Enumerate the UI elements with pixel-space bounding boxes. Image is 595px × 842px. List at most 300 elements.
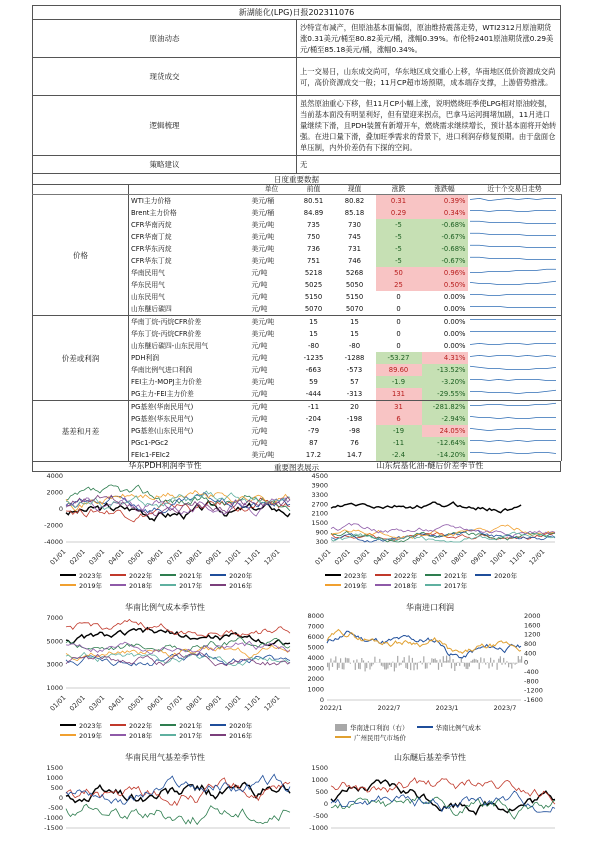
row-change-pct: -2.94% <box>422 413 468 425</box>
narrative-table <box>32 5 561 174</box>
row-prev: 59 <box>309 377 318 386</box>
x-tick-label: 12/01 <box>262 693 282 713</box>
chart-legend <box>60 570 290 590</box>
x-tick-label: 08/01 <box>184 693 204 713</box>
row-change-pct: -3.20% <box>422 376 468 388</box>
row-name: CFR华南丙烷 <box>131 220 172 229</box>
bar-mark <box>386 663 387 670</box>
bar-mark <box>345 658 346 663</box>
row-change: -5 <box>376 243 422 255</box>
y2-tick-label: -800 <box>524 677 539 686</box>
row-name: CFR华东丁烷 <box>131 256 172 265</box>
y-tick-label: 5000 <box>307 643 324 652</box>
x-tick-label: 02/01 <box>67 693 87 713</box>
y-tick-label: 8000 <box>307 612 324 620</box>
x-tick-label: 10/01 <box>223 693 243 713</box>
row-name: FEI主力-MOPJ主力价差 <box>131 377 202 386</box>
y-tick-label: 0 <box>319 696 324 704</box>
bar-mark <box>373 663 374 665</box>
bar-mark <box>405 663 406 668</box>
row-cur: -80 <box>348 341 361 350</box>
row-sparkline <box>468 328 562 340</box>
bar-mark <box>521 656 522 663</box>
row-unit: 美元/吨 <box>251 220 275 229</box>
y-tick-label: 7000 <box>307 622 324 631</box>
legend-label: 华南进口利润（右） <box>350 723 409 732</box>
sparkline-path <box>470 294 556 295</box>
table-row <box>33 401 562 414</box>
legend-label: 2020年 <box>229 721 253 730</box>
legend-label: 2016年 <box>229 581 253 590</box>
bar-mark <box>425 663 426 669</box>
chart-legend <box>60 720 290 740</box>
row-cur: 745 <box>348 232 361 241</box>
bar-mark <box>466 663 467 669</box>
row-change-pct: 0.50% <box>422 279 468 291</box>
x-tick-label: 09/01 <box>204 547 224 567</box>
bar-mark <box>426 663 427 669</box>
table-row <box>33 195 562 208</box>
x-tick-label: 12/01 <box>527 547 547 567</box>
row-change-pct: -0.67% <box>422 231 468 243</box>
legend-swatch <box>60 584 76 586</box>
legend-item <box>375 570 417 580</box>
sparkline <box>470 231 556 240</box>
y2-tick-label: 0 <box>524 658 529 667</box>
row-prev: 5150 <box>304 292 323 301</box>
y2-tick-label: 2000 <box>524 612 541 620</box>
daily-data-table <box>32 185 562 461</box>
y-tick-label: 4000 <box>46 472 63 480</box>
row-prev: -1235 <box>303 353 324 362</box>
row-name: 山东醚后碳四 <box>131 304 172 313</box>
legend-item <box>335 732 406 742</box>
legend-swatch <box>210 574 226 576</box>
bar-mark <box>371 663 372 667</box>
bar-mark <box>329 663 330 671</box>
row-change: 0.29 <box>376 207 422 219</box>
row-name: PG主力-FEI主力价差 <box>131 389 194 398</box>
row-unit: 元/吨 <box>251 426 268 435</box>
row-prev: 5070 <box>304 304 323 313</box>
row-prev: -11 <box>294 401 334 414</box>
legend-label: 2017年 <box>179 581 203 590</box>
report-title: 新湖能化(LPG)日报202311076 <box>33 6 561 20</box>
y-tick-label: 3900 <box>311 481 328 490</box>
row-cur: 80.82 <box>334 195 376 208</box>
legend-label: 2022年 <box>394 571 418 580</box>
row-name: PG基差(华南民用气) <box>129 401 250 414</box>
legend-item <box>60 730 102 740</box>
row-sparkline <box>468 388 562 401</box>
row-sparkline <box>468 255 562 267</box>
legend-swatch <box>110 574 126 576</box>
row-unit: 元/吨 <box>251 438 268 447</box>
sparkline-path <box>470 221 556 223</box>
sparkline <box>470 195 556 204</box>
legend-swatch <box>110 584 126 586</box>
sparkline-path <box>470 281 556 284</box>
bar-mark <box>394 663 395 672</box>
row-name: 华东民用气 <box>131 280 165 289</box>
x-tick-label: 09/01 <box>204 693 224 713</box>
x-tick-label: 06/01 <box>145 693 165 713</box>
legend-swatch <box>475 574 491 576</box>
x-tick-label: 09/01 <box>469 547 489 567</box>
bar-mark <box>518 656 519 663</box>
series-line <box>66 653 290 666</box>
row-sparkline <box>468 364 562 376</box>
legend-label: 2022年 <box>129 721 153 730</box>
bar-mark <box>444 661 445 663</box>
row-name: 华南丁烷-丙烷CFR价差 <box>129 316 250 329</box>
row-name: Brent主力价格 <box>131 208 177 217</box>
legend-swatch <box>210 584 226 586</box>
bar-mark <box>381 663 382 666</box>
series-line <box>66 628 290 646</box>
bar-mark <box>501 663 502 665</box>
bar-mark <box>510 663 511 664</box>
bar-mark <box>443 656 444 663</box>
table-header-row <box>33 185 562 195</box>
bar-mark <box>392 662 393 663</box>
legend-item <box>375 580 417 590</box>
legend-item <box>325 580 367 590</box>
row-unit: 美元/吨 <box>250 316 294 329</box>
row-change-pct: -13.52% <box>422 364 468 376</box>
x-tick-label: 08/01 <box>184 547 204 567</box>
bar-mark <box>358 663 359 669</box>
row-change: -19 <box>376 425 422 437</box>
legend-item <box>60 570 102 580</box>
sparkline <box>470 243 556 252</box>
bar-mark <box>480 657 481 662</box>
y-tick-label: 2700 <box>311 500 328 509</box>
row-change-pct: 4.31% <box>422 352 468 364</box>
row-change-pct: 0.00% <box>422 316 468 329</box>
chart-svg <box>30 752 300 842</box>
y-tick-label: 3000 <box>307 664 324 673</box>
row-change: 89.60 <box>376 364 422 376</box>
x-tick-label: 10/01 <box>223 547 243 567</box>
bar-mark <box>459 663 460 666</box>
bar-mark <box>474 659 475 663</box>
legend-label: 2018年 <box>129 581 153 590</box>
row-prev: 5025 <box>304 280 323 289</box>
chart-legend <box>325 570 555 590</box>
row-sparkline <box>468 437 562 449</box>
y2-tick-label: -1200 <box>524 686 543 695</box>
bar-mark <box>366 663 367 668</box>
row-name: PDH利润 <box>131 353 160 362</box>
legend-label: 2018年 <box>394 581 418 590</box>
bar-mark <box>431 658 432 662</box>
legend-swatch <box>110 724 126 726</box>
y-tick-label: -4000 <box>44 538 63 546</box>
bar-mark <box>396 663 397 668</box>
bar-mark <box>472 660 473 663</box>
row-sparkline <box>468 267 562 279</box>
legend-swatch <box>335 736 351 738</box>
row-cur: 15 <box>350 329 359 338</box>
legend-swatch <box>160 724 176 726</box>
row-unit: 元/吨 <box>251 268 268 277</box>
y-tick-label: 7000 <box>46 614 63 622</box>
col-header: 现值 <box>334 185 376 195</box>
row-unit: 元/吨 <box>250 401 294 414</box>
bar-mark <box>500 656 501 662</box>
bar-mark <box>335 656 336 662</box>
row-prev: 736 <box>307 244 320 253</box>
bar-mark <box>449 656 450 663</box>
bar-mark <box>363 660 364 662</box>
y-tick-label: 900 <box>315 528 328 537</box>
row-change-pct: 0.00% <box>443 329 466 338</box>
bar-mark <box>423 656 424 662</box>
row-name: PG基差(华东民用气) <box>131 414 194 423</box>
sparkline <box>470 413 556 422</box>
legend-item <box>417 722 482 732</box>
bar-mark <box>387 663 388 669</box>
row-prev: 751 <box>307 256 320 265</box>
row-unit: 美元/桶 <box>251 208 275 217</box>
bar-mark <box>453 659 454 663</box>
sparkline <box>470 279 556 288</box>
bar-mark <box>469 663 470 667</box>
row-change: 131 <box>376 388 422 401</box>
series-line <box>66 774 290 804</box>
sparkline <box>470 219 556 228</box>
x-tick-label: 11/01 <box>243 547 262 567</box>
row-name: FEIc1-FEIc2 <box>131 450 170 459</box>
row-change-pct: -0.68% <box>422 243 468 255</box>
row-unit: 元/吨 <box>251 365 268 374</box>
sparkline-path <box>470 355 556 356</box>
bar-mark <box>503 658 504 663</box>
row-prev: 15 <box>309 329 318 338</box>
col-header: 涨跌幅 <box>422 185 468 195</box>
x-tick-label: 04/01 <box>106 547 126 567</box>
bar-mark <box>404 657 405 663</box>
sparkline <box>470 364 556 373</box>
legend-swatch <box>375 584 391 586</box>
row-unit: 美元/吨 <box>251 244 275 253</box>
legend-label: 2022年 <box>129 571 153 580</box>
sparkline-path <box>470 210 556 211</box>
y-tick-label: 5000 <box>46 637 63 646</box>
legend-swatch <box>335 724 347 731</box>
row-unit: 美元/吨 <box>251 329 275 338</box>
bar-mark <box>488 663 489 669</box>
row-name: WTI主力价格 <box>129 195 250 208</box>
sparkline-path <box>470 366 556 369</box>
chart-svg <box>295 752 565 842</box>
row-prev: 15 <box>294 316 334 329</box>
bar-mark <box>379 659 380 663</box>
row-unit: 美元/吨 <box>251 232 275 241</box>
bar-mark <box>433 659 434 663</box>
chart-pdh-profit <box>30 460 300 600</box>
y-tick-label: 1000 <box>307 685 324 694</box>
sparkline <box>470 316 556 325</box>
x-tick-label: 11/01 <box>243 693 262 713</box>
row-cur: -1288 <box>344 353 365 362</box>
row-change-pct: 24.05% <box>422 425 468 437</box>
sparkline-path <box>470 198 556 200</box>
row-change-pct: -281.82% <box>422 401 468 414</box>
series-line <box>66 804 290 824</box>
row-change: 50 <box>376 267 422 279</box>
y-tick-label: 1500 <box>46 764 63 772</box>
bar-mark <box>350 663 351 664</box>
legend-label: 2016年 <box>229 731 253 740</box>
bar-mark <box>441 663 442 667</box>
report-page <box>32 5 561 472</box>
row-cur: 746 <box>348 256 361 265</box>
legend-item <box>160 730 202 740</box>
x-tick-label: 02/01 <box>67 547 87 567</box>
sparkline <box>470 376 556 385</box>
row-unit: 元/吨 <box>251 341 268 350</box>
y-tick-label: 500 <box>50 784 63 792</box>
row-sparkline <box>468 413 562 425</box>
bar-mark <box>327 663 328 667</box>
row-cur: 731 <box>348 244 361 253</box>
col-header: 单位 <box>250 185 294 195</box>
row-sparkline <box>468 219 562 231</box>
bar-mark <box>410 663 411 670</box>
row-unit: 美元/吨 <box>251 256 275 265</box>
sparkline <box>470 207 556 216</box>
row-name: 山东民用气 <box>131 292 165 301</box>
row-sparkline <box>468 195 562 208</box>
row-prev: 87 <box>309 438 318 447</box>
group-label: 价格 <box>33 195 129 316</box>
row-sparkline <box>468 303 562 316</box>
bar-mark <box>485 663 486 665</box>
legend-item <box>110 730 152 740</box>
row-change: -53.27 <box>376 352 422 364</box>
bar-mark <box>519 659 520 662</box>
sparkline-path <box>470 379 556 380</box>
row-prev: 17.2 <box>305 450 322 459</box>
row-change-pct: 0.34% <box>422 207 468 219</box>
y-tick-label: -1500 <box>44 824 63 832</box>
bar-mark <box>360 663 361 670</box>
row-change: -5 <box>376 255 422 267</box>
legend-label: 广州民用气市场价 <box>354 733 406 742</box>
legend-item <box>475 570 517 580</box>
bar-mark <box>368 661 369 662</box>
legend-item <box>210 720 252 730</box>
chart-title: 华南进口利润 <box>406 603 454 612</box>
y-tick-label: 1500 <box>311 764 328 772</box>
bar-mark <box>389 663 390 665</box>
bar-mark <box>348 658 349 662</box>
bar-mark <box>382 663 383 667</box>
row-name: PGc1-PGc2 <box>131 438 169 447</box>
legend-item <box>110 580 152 590</box>
bar-mark <box>369 663 370 670</box>
bar-mark <box>457 662 458 663</box>
legend-item <box>210 730 252 740</box>
y-tick-label: -1000 <box>309 824 328 832</box>
x-tick-label: 05/01 <box>391 547 411 567</box>
row-prev: 84.89 <box>303 208 324 217</box>
bar-mark <box>475 659 476 662</box>
row-cur: 15 <box>334 316 376 329</box>
y-tick-label: 3300 <box>311 490 328 499</box>
sparkline <box>470 255 556 264</box>
legend-swatch <box>375 574 391 576</box>
chart-legend <box>335 722 555 742</box>
x-tick-label: 11/01 <box>508 547 527 567</box>
bar-mark <box>391 663 392 667</box>
sparkline-path <box>470 452 556 453</box>
y-tick-label: 1000 <box>46 774 63 782</box>
y-tick-label: 2000 <box>46 488 63 497</box>
row-change-pct: -29.55% <box>422 388 468 401</box>
row-name: 山东醚后碳四-山东民用气 <box>131 341 209 350</box>
legend-swatch <box>417 726 433 728</box>
legend-label: 2017年 <box>444 581 468 590</box>
sparkline-path <box>470 390 556 393</box>
legend-swatch <box>210 734 226 736</box>
sparkline <box>470 352 556 361</box>
bar-mark <box>435 658 436 662</box>
y-tick-label: 2000 <box>307 675 324 683</box>
row-prev: 5218 <box>304 268 323 277</box>
legend-item <box>335 722 409 732</box>
bar-mark <box>330 659 331 663</box>
bar-mark <box>407 663 408 669</box>
row-change-pct: 0.00% <box>443 341 466 350</box>
x-tick-label: 05/01 <box>126 547 146 567</box>
legend-label: 2023年 <box>344 571 368 580</box>
bar-mark <box>340 658 341 662</box>
row-cur: 57 <box>350 377 359 386</box>
x-tick-label: 04/01 <box>106 693 126 713</box>
row-change: 0 <box>376 316 422 329</box>
y-tick-label: -2000 <box>44 521 63 530</box>
bar-mark <box>338 663 339 668</box>
row-sparkline <box>468 231 562 243</box>
x-tick-label: 08/01 <box>449 547 469 567</box>
row-change: 0 <box>396 304 401 313</box>
row-change-pct: 0.00% <box>443 292 466 301</box>
row-prev: -80 <box>307 341 320 350</box>
row-prev: 80.51 <box>294 195 334 208</box>
sparkline-path <box>470 428 556 430</box>
sparkline <box>470 303 556 312</box>
x-tick-label: 03/01 <box>352 547 372 567</box>
bar-mark <box>332 663 333 667</box>
sparkline-path <box>470 343 556 344</box>
bar-mark <box>471 661 472 663</box>
row-cur: 5070 <box>345 304 364 313</box>
data-table-title: 日度重要数据 <box>32 174 561 185</box>
row-cur: 730 <box>348 220 361 229</box>
legend-swatch <box>160 574 176 576</box>
row-change: -5 <box>376 219 422 231</box>
bar-mark <box>513 663 514 664</box>
y-tick-label: 6000 <box>307 633 324 641</box>
x-tick-label: 01/01 <box>313 547 333 567</box>
bar-mark <box>462 662 463 663</box>
row-unit: 美元/桶 <box>250 195 294 208</box>
y2-tick-label: 1200 <box>524 630 541 639</box>
y-tick-label: 0 <box>323 800 328 808</box>
